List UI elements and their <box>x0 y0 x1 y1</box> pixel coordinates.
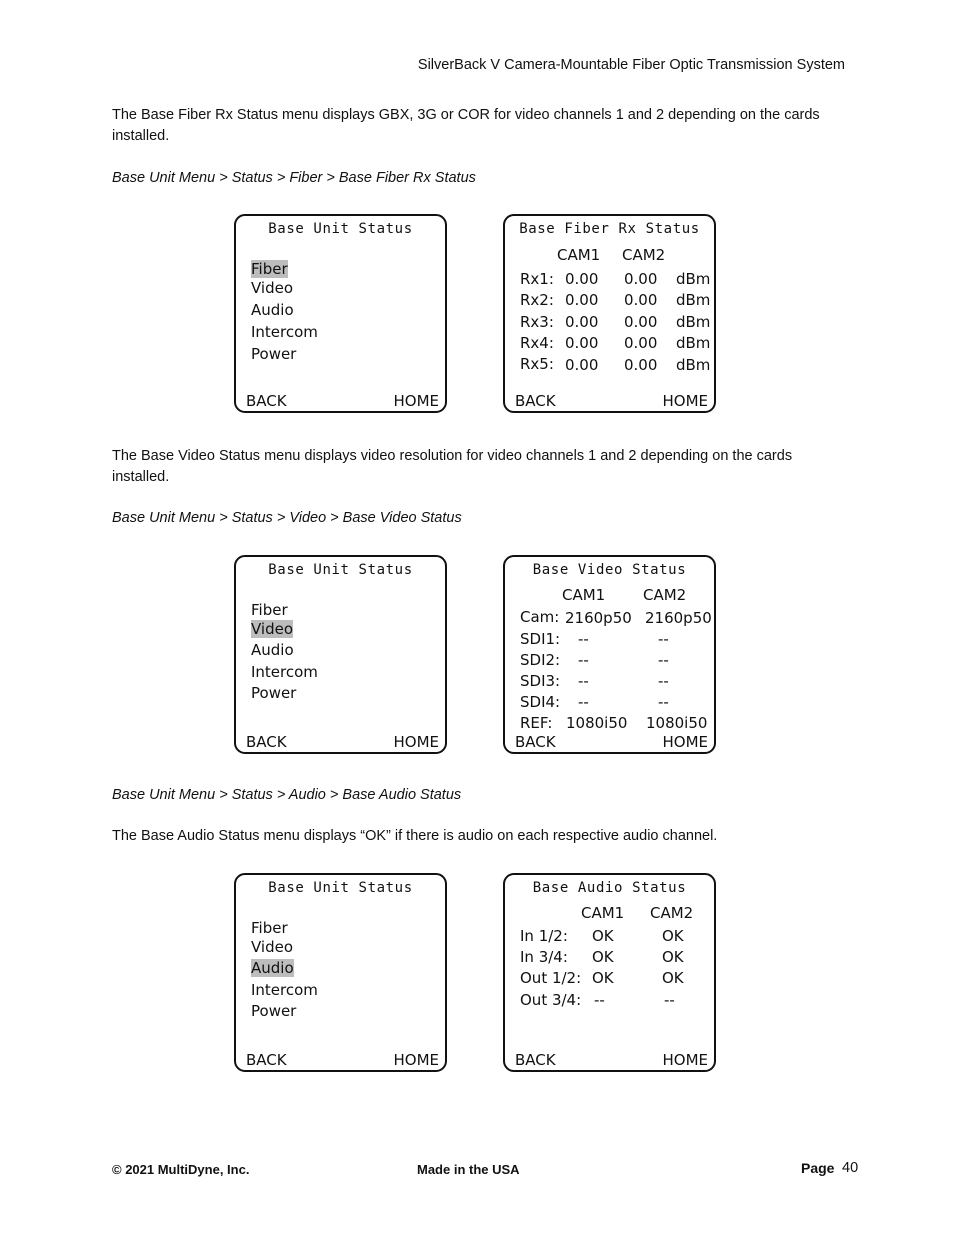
cam1-value: -- <box>578 693 589 711</box>
menu-item-video: Video <box>251 938 294 956</box>
unit-label: dBm <box>676 356 711 374</box>
cam1-value: 1080i50 <box>566 714 628 732</box>
menu-item-power: Power <box>251 684 297 702</box>
menu-item-video: Video <box>251 279 294 297</box>
base-unit-status-screen-video <box>234 555 447 754</box>
menu-item-video: Video <box>251 620 294 638</box>
home-softkey: HOME <box>393 392 439 410</box>
base-audio-status-screen <box>503 873 716 1072</box>
screen-title: Base Unit Status <box>268 562 413 578</box>
cam2-value: 0.00 <box>624 291 658 309</box>
unit-label: dBm <box>676 270 711 288</box>
back-softkey: BACK <box>246 392 287 410</box>
menu-item-power: Power <box>251 345 297 363</box>
menu-item-audio: Audio <box>251 959 294 977</box>
unit-label: dBm <box>676 291 711 309</box>
cam2-value: -- <box>658 630 669 648</box>
cam2-value: 2160p50 <box>645 609 712 627</box>
cam1-value: -- <box>594 991 605 1009</box>
cam1-value: 0.00 <box>565 356 599 374</box>
back-softkey: BACK <box>246 1051 287 1069</box>
row-label: SDI3: <box>520 672 561 690</box>
base-unit-status-screen-fiber <box>234 214 447 413</box>
menu-item-audio: Audio <box>251 641 294 659</box>
cam1-value: 2160p50 <box>565 609 632 627</box>
column-header-cam1: CAM1 <box>562 586 606 604</box>
row-label: Out 1/2: <box>520 969 582 987</box>
row-label: SDI1: <box>520 630 561 648</box>
screen-title: Base Unit Status <box>268 221 413 237</box>
row-label: Rx1: <box>520 270 554 288</box>
menu-item-power: Power <box>251 1002 297 1020</box>
screen-title: Base Fiber Rx Status <box>519 221 700 237</box>
column-header-cam2: CAM2 <box>622 246 666 264</box>
base-fiber-rx-status-screen <box>503 214 716 413</box>
column-header-cam1: CAM1 <box>557 246 601 264</box>
cam1-value: 0.00 <box>565 270 599 288</box>
footer-page-number: 40 <box>842 1160 859 1176</box>
screen-title: Base Unit Status <box>268 880 413 896</box>
back-softkey: BACK <box>515 392 556 410</box>
column-header-cam1: CAM1 <box>581 904 625 922</box>
row-label: Rx4: <box>520 334 554 352</box>
cam1-value: -- <box>578 630 589 648</box>
row-label: Rx3: <box>520 313 554 331</box>
row-label: SDI4: <box>520 693 561 711</box>
base-video-status-screen <box>503 555 716 754</box>
screen-title: Base Audio Status <box>532 880 687 896</box>
cam1-value: OK <box>592 927 614 945</box>
row-label: REF: <box>520 714 553 732</box>
cam2-value: 0.00 <box>624 270 658 288</box>
footer-copyright: © 2021 MultiDyne, Inc. <box>112 1162 250 1177</box>
footer-page-label: Page <box>801 1160 835 1176</box>
row-label: In 3/4: <box>520 948 568 966</box>
document-header-title: SilverBack V Camera-Mountable Fiber Optic Transmission System <box>417 57 845 73</box>
row-label: Out 3/4: <box>520 991 582 1009</box>
row-label: Cam: <box>520 608 560 626</box>
menu-item-intercom: Intercom <box>251 981 318 999</box>
base-unit-status-screen-audio <box>234 873 447 1072</box>
fiber-menu-path: Base Unit Menu > Status > Fiber > Base Fiber Rx Status <box>112 170 476 186</box>
row-label: SDI2: <box>520 651 561 669</box>
video-intro-paragraph: The Base Video Status menu displays video resolution for video channels 1 and 2 depending on the cards installed. <box>112 448 793 485</box>
column-header-cam2: CAM2 <box>650 904 694 922</box>
column-header-cam2: CAM2 <box>643 586 687 604</box>
menu-item-intercom: Intercom <box>251 663 318 681</box>
cam1-value: 0.00 <box>565 334 599 352</box>
home-softkey: HOME <box>393 733 439 751</box>
home-softkey: HOME <box>662 392 708 410</box>
cam2-value: 0.00 <box>624 334 658 352</box>
back-softkey: BACK <box>246 733 287 751</box>
footer-made-in: Made in the USA <box>417 1162 520 1177</box>
cam2-value: 1080i50 <box>646 714 708 732</box>
unit-label: dBm <box>676 334 711 352</box>
home-softkey: HOME <box>662 1051 708 1069</box>
home-softkey: HOME <box>393 1051 439 1069</box>
cam2-value: -- <box>658 651 669 669</box>
menu-item-fiber: Fiber <box>251 919 288 937</box>
cam1-value: -- <box>578 651 589 669</box>
audio-menu-path: Base Unit Menu > Status > Audio > Base Audio Status <box>112 787 462 803</box>
cam1-value: OK <box>592 969 614 987</box>
cam1-value: 0.00 <box>565 313 599 331</box>
row-label: In 1/2: <box>520 927 568 945</box>
menu-item-audio: Audio <box>251 301 294 319</box>
cam2-value: 0.00 <box>624 356 658 374</box>
cam2-value: OK <box>662 969 684 987</box>
cam1-value: -- <box>578 672 589 690</box>
cam2-value: -- <box>658 693 669 711</box>
menu-item-fiber: Fiber <box>251 260 288 278</box>
cam2-value: -- <box>658 672 669 690</box>
back-softkey: BACK <box>515 1051 556 1069</box>
cam1-value: 0.00 <box>565 291 599 309</box>
cam2-value: OK <box>662 948 684 966</box>
home-softkey: HOME <box>662 733 708 751</box>
menu-item-fiber: Fiber <box>251 601 288 619</box>
screen-title: Base Video Status <box>532 562 687 578</box>
audio-intro-paragraph: The Base Audio Status menu displays “OK” if there is audio on each respective audio channel. <box>112 828 718 844</box>
back-softkey: BACK <box>515 733 556 751</box>
row-label: Rx2: <box>520 291 554 309</box>
unit-label: dBm <box>676 313 711 331</box>
row-label: Rx5: <box>520 355 554 373</box>
cam2-value: 0.00 <box>624 313 658 331</box>
cam2-value: OK <box>662 927 684 945</box>
cam1-value: OK <box>592 948 614 966</box>
menu-item-intercom: Intercom <box>251 323 318 341</box>
cam2-value: -- <box>664 991 675 1009</box>
fiber-intro-paragraph: The Base Fiber Rx Status menu displays GBX, 3G or COR for video channels 1 and 2 depending on the cards installed. <box>112 107 820 144</box>
video-menu-path: Base Unit Menu > Status > Video > Base Video Status <box>112 510 462 526</box>
